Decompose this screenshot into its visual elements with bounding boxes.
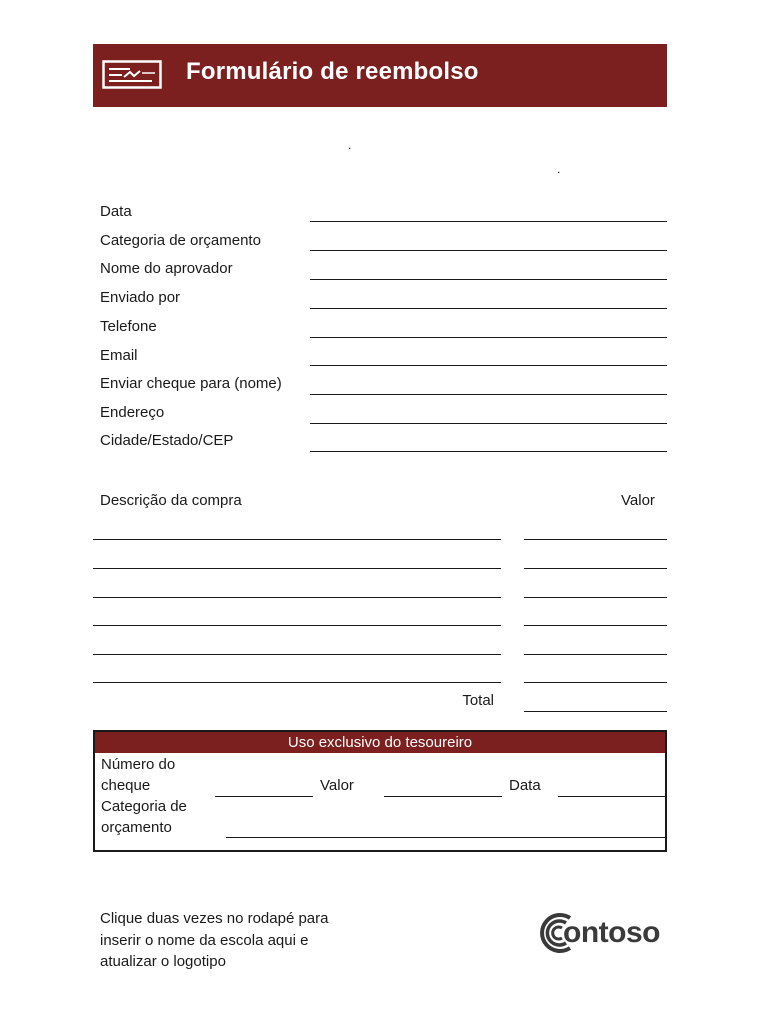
description-header: Descrição da compra — [100, 492, 242, 509]
field-label-submitted-by: Enviado por — [100, 289, 181, 306]
submitted-by-field[interactable] — [310, 308, 667, 309]
amount-line[interactable] — [524, 682, 667, 683]
amount-line[interactable] — [524, 597, 667, 598]
city-state-zip-field[interactable] — [310, 451, 667, 452]
treasurer-section — [93, 730, 667, 852]
stray-mark: . — [348, 138, 352, 152]
treasurer-amount-field[interactable] — [384, 796, 502, 797]
form-title: Formulário de reembolso — [186, 58, 479, 85]
stray-mark: . — [557, 162, 561, 176]
description-line[interactable] — [93, 597, 501, 598]
field-label-budget-category: Categoria de orçamento — [100, 232, 261, 249]
date-field[interactable] — [310, 221, 667, 222]
field-label-date: Data — [100, 203, 132, 220]
amount-header: Valor — [621, 492, 655, 509]
treasurer-category-label: Categoria de orçamento — [101, 798, 187, 836]
field-label-city-state-zip: Cidade/Estado/CEP — [100, 432, 234, 449]
approver-field[interactable] — [310, 279, 667, 280]
logo-text: ontoso — [563, 916, 660, 949]
phone-field[interactable] — [310, 337, 667, 338]
check-number-label: Número do cheque — [101, 756, 176, 794]
field-label-approver: Nome do aprovador — [100, 260, 233, 277]
description-line[interactable] — [93, 625, 501, 626]
amount-line[interactable] — [524, 654, 667, 655]
address-field[interactable] — [310, 423, 667, 424]
total-label: Total — [462, 692, 494, 709]
treasurer-amount-label: Valor — [320, 777, 354, 794]
budget-category-field[interactable] — [310, 250, 667, 251]
description-line[interactable] — [93, 568, 501, 569]
check-number-field[interactable] — [215, 796, 313, 797]
payee-field[interactable] — [310, 394, 667, 395]
treasurer-category-field[interactable] — [226, 837, 665, 838]
description-line[interactable] — [93, 539, 501, 540]
form-header — [93, 44, 667, 107]
amount-line[interactable] — [524, 539, 667, 540]
email-field[interactable] — [310, 365, 667, 366]
field-label-email: Email — [100, 347, 138, 364]
check-icon — [102, 60, 162, 89]
treasurer-date-field[interactable] — [558, 796, 665, 797]
field-label-payee: Enviar cheque para (nome) — [100, 375, 282, 392]
amount-line[interactable] — [524, 625, 667, 626]
footer-instructions: Clique duas vezes no rodapé para inserir o nome da escola aqui e atualizar o logotipo — [100, 910, 329, 970]
amount-line[interactable] — [524, 568, 667, 569]
description-line[interactable] — [93, 654, 501, 655]
field-label-address: Endereço — [100, 404, 165, 421]
field-label-phone: Telefone — [100, 318, 157, 335]
treasurer-title: Uso exclusivo do tesoureiro — [95, 732, 665, 753]
total-field[interactable] — [524, 711, 667, 712]
treasurer-date-label: Data — [509, 777, 541, 794]
description-line[interactable] — [93, 682, 501, 683]
